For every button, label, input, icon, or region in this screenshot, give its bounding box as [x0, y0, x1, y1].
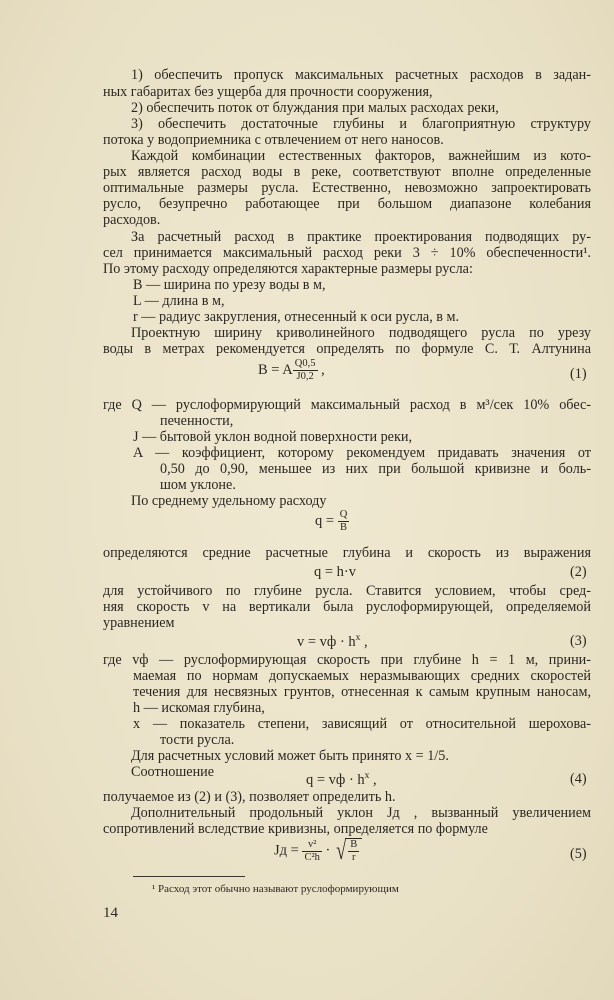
text-line: A — коэффициент, которому рекомендуем придавать значения от	[133, 445, 591, 461]
text-line: Соотношение	[131, 764, 215, 780]
text-line: По этому расходу определяются характерные размеры русла:	[103, 261, 473, 277]
text-line: За расчетный расход в практике проектирования подводящих ру-	[131, 229, 591, 245]
text-line: 0,50 до 0,90, меньшее из них при большой кривизне и боль-	[160, 461, 591, 477]
text-line: По среднему удельному расходу	[131, 493, 327, 509]
text-line: определяются средние расчетные глубина и скорость из выражения	[103, 545, 591, 561]
text-line: где vф — руслоформирующая скорость при глубине h = 1 м, прини-	[103, 652, 591, 668]
text-line: оптимальные размеры русла. Естественно, невозможно запроектировать	[103, 180, 591, 196]
text-line: 2) обеспечить поток от блуждания при малых расходах реки,	[131, 100, 499, 116]
text-line: Каждой комбинации естественных факторов, важнейшим из кото-	[131, 148, 591, 164]
text-line: 1) обеспечить пропуск максимальных расчетных расходов в задан-	[131, 67, 591, 83]
text-line: рых является расход воды в реке, соответствуют вполне определенные	[103, 164, 591, 180]
text-line: L — длина в м,	[133, 293, 225, 309]
text-line: J — бытовой уклон водной поверхности реки,	[133, 429, 413, 445]
text-line: r — радиус закругления, отнесенный к оси русла, в м.	[133, 309, 460, 325]
text-line: x — показатель степени, зависящий от относительной шерохова-	[133, 716, 591, 732]
formula-ratio: q = vф · $h^x$ ,	[306, 771, 377, 788]
text-line: воды в метрах рекомендуется определять по формуле С. Т. Алтунина	[103, 341, 591, 357]
equation-number: (5)	[570, 846, 587, 862]
formula-q-hv: q = h·v	[314, 564, 357, 580]
footnote: ¹ Расход этот обычно называют руслоформирующим	[152, 883, 399, 895]
text-line: получаемое из (2) и (3), позволяет определить h.	[103, 789, 396, 805]
equation-number: (3)	[570, 633, 587, 649]
footnote-divider	[133, 876, 245, 877]
formula-altunin: B = A $\frac{Q0,5}{J0,2}$ ,	[258, 358, 325, 382]
text-line: печенности,	[160, 413, 234, 429]
text-line: няя скорость v на вертикали была руслоформирующей, определяемой	[103, 599, 591, 615]
text-line: h — искомая глубина,	[133, 700, 265, 716]
equation-number: (4)	[570, 771, 587, 787]
text-line: ных габаритах без ущерба для прочности сооружения,	[103, 84, 433, 100]
text-line: уравнением	[103, 615, 175, 631]
text-line: расходов.	[103, 212, 161, 228]
square-root-icon: √	[336, 836, 347, 865]
text-line: Проектную ширину криволинейного подводящего русла по урезу	[131, 325, 591, 341]
text-line: где Q — руслоформирующий максимальный расход в м³/сек 10% обес-	[103, 397, 591, 413]
page-number: 14	[103, 905, 118, 921]
formula-velocity: v = vф · $h^x$ ,	[297, 633, 368, 650]
equation-number: (1)	[570, 366, 587, 382]
text-line: 3) обеспечить достаточные глубины и благоприятную структуру	[131, 116, 591, 132]
text-line: течения для несвязных грунтов, отнесенная к самым крупным наносам,	[133, 684, 591, 700]
formula-mean-discharge: q = $\frac{Q}{B}$	[315, 509, 348, 533]
formula-slope: Jд = $\frac{\text{v²}}{\text{C²h}}$ · √ $\frac{B}{r}$	[274, 838, 362, 864]
equation-number: (2)	[570, 564, 587, 580]
text-line: B — ширина по урезу воды в м,	[133, 277, 326, 293]
text-line: Дополнительный продольный уклон Jд , вызванный увеличением	[131, 805, 591, 821]
text-line: тости русла.	[160, 732, 235, 748]
text-line: Для расчетных условий может быть принято x = 1/5.	[131, 748, 449, 764]
text-line: сопротивлений вследствие кривизны, определяется по формуле	[103, 821, 488, 837]
text-line: маемая по нормам допускаемых неразмывающих средних скоростей	[133, 668, 591, 684]
text-line: шом уклоне.	[160, 477, 236, 493]
text-line: для устойчивого по глубине русла. Ставится условием, чтобы сред-	[103, 583, 591, 599]
text-line: сел принимается максимальный расход реки 3 ÷ 10% обеспеченности¹.	[103, 245, 591, 261]
text-line: русло, безупречно работающее при большом диапазоне колебания	[103, 196, 591, 212]
text-line: потока у водоприемника с отвлечением от него наносов.	[103, 132, 444, 148]
